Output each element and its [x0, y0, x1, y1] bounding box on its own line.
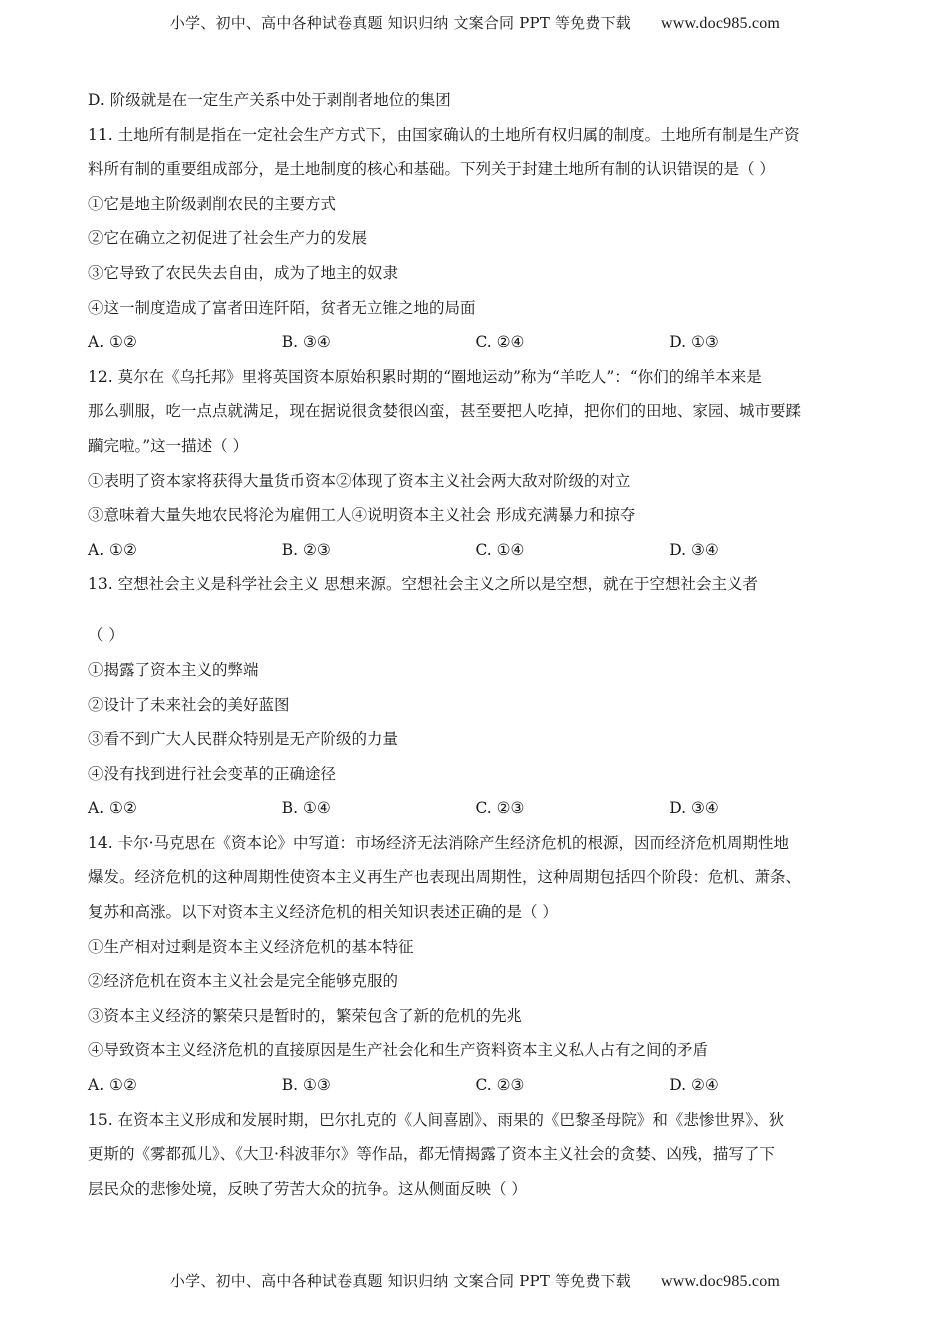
- q14-option-b: B. ①③: [281, 1076, 331, 1095]
- q13-statement-4: ④没有找到进行社会变革的正确途径: [88, 764, 337, 783]
- question-15: [88, 1107, 863, 1211]
- q12-stem-line-1: 12. 莫尔在《乌托邦》里将英国资本原始积累时期的“圈地运动”称为“羊吃人”：“你们的绵羊本来是: [88, 367, 762, 386]
- q14-statement-1: ①生产相对过剩是资本主义经济危机的基本特征: [88, 937, 414, 956]
- question-14: [88, 830, 863, 1107]
- q12-stem-line-3: 躏完啦。”这一描述（ ）: [88, 436, 249, 455]
- q12-option-d: D. ③④: [669, 540, 719, 559]
- q14-stem-line-1: 14. 卡尔·马克思在《资本论》中写道：市场经济无法消除产生经济危机的根源，因而经济危机周期性地: [88, 833, 790, 852]
- q13-option-d: D. ③④: [669, 799, 719, 818]
- q13-statement-2: ②设计了未来社会的美好蓝图: [88, 695, 290, 714]
- q13-option-b: B. ①④: [281, 799, 331, 818]
- q11-option-a: A. ①②: [88, 333, 137, 352]
- q11-stem-line-2: 料所有制的重要组成部分，是土地制度的核心和基础。下列关于封建土地所有制的认识错误的是（ ）: [88, 160, 775, 179]
- q13-stem-line-2: （ ）: [88, 626, 124, 645]
- page-footer: [0, 1270, 950, 1291]
- q13-stem-line-1: 13. 空想社会主义是科学社会主义 思想来源。空想社会主义之所以是空想，就在于空想社会主义者: [88, 575, 759, 594]
- q14-option-d: D. ②④: [669, 1076, 719, 1095]
- q13-statement-3: ③看不到广大人民群众特别是无产阶级的力量: [88, 730, 399, 749]
- q14-statement-3: ③资本主义经济的繁荣只是暂时的，繁荣包含了新的危机的先兆: [88, 1006, 523, 1025]
- q12-statements-3-4: ③意味着大量失地农民将沦为雇佣工人④说明资本主义社会 形成充满暴力和掠夺: [88, 506, 636, 525]
- q14-options: [88, 1072, 863, 1107]
- q13-option-a: A. ①②: [88, 799, 137, 818]
- q14-stem-line-2: 爆发。经济危机的这种周期性使资本主义再生产也表现出周期性，这种周期包括四个阶段：危机、萧条、: [88, 868, 802, 887]
- q14-statement-2: ②经济危机在资本主义社会是完全能够克服的: [88, 972, 399, 991]
- q13-option-c: C. ②③: [475, 799, 525, 818]
- q12-option-b: B. ②③: [281, 540, 331, 559]
- q11-statement-1: ①它是地主阶级剥削农民的主要方式: [88, 194, 337, 213]
- q15-stem-line-3: 层民众的悲惨处境，反映了劳苦大众的抗争。这从侧面反映（ ）: [88, 1179, 527, 1198]
- q15-stem-line-1: 15. 在资本主义形成和发展时期，巴尔扎克的《人间喜剧》、雨果的《巴黎圣母院》和《悲惨世界》、狄: [88, 1110, 785, 1129]
- q11-options: [88, 329, 863, 364]
- question-12: [88, 364, 863, 572]
- q14-stem-line-3: 复苏和高涨。以下对资本主义经济危机的相关知识表述正确的是（ ）: [88, 903, 558, 922]
- q11-statement-3: ③它导致了农民失去自由，成为了地主的奴隶: [88, 263, 399, 282]
- prev-option-d: D. 阶级就是在一定生产关系中处于剥削者地位的集团: [88, 91, 451, 109]
- question-11: [88, 122, 863, 364]
- q14-statement-4: ④导致资本主义经济危机的直接原因是生产社会化和生产资料资本主义私人占有之间的矛盾: [88, 1041, 709, 1060]
- q11-option-c: C. ②④: [475, 333, 525, 352]
- q11-statement-4: ④这一制度造成了富者田连阡陌，贫者无立锥之地的局面: [88, 298, 476, 317]
- q11-option-d: D. ①③: [669, 333, 719, 352]
- page-header: [0, 12, 950, 33]
- q12-stem-line-2: 那么驯服，吃一点点就满足，现在据说很贪婪很凶蛮，甚至要把人吃掉，把你们的田地、家园、城市要蹂: [88, 402, 802, 421]
- q12-option-c: C. ①④: [475, 540, 525, 559]
- document-body: [88, 87, 863, 1210]
- footer-text: 小学、初中、高中各种试卷真题 知识归纳 文案合同 PPT 等免费下载: [169, 1272, 631, 1290]
- q12-statements-1-2: ①表明了资本家将获得大量货币资本②体现了资本主义社会两大敌对阶级的对立: [88, 471, 631, 490]
- q12-options: [88, 537, 863, 572]
- q11-statement-2: ②它在确立之初促进了社会生产力的发展: [88, 229, 368, 248]
- q13-statement-1: ①揭露了资本主义的弊端: [88, 660, 259, 679]
- footer-site[interactable]: www.doc985.com: [661, 1273, 781, 1290]
- q13-options: [88, 795, 863, 830]
- q12-option-a: A. ①②: [88, 540, 137, 559]
- q15-stem-line-2: 更斯的《雾都孤儿》、《大卫·科波菲尔》等作品，都无情揭露了资本主义社会的贪婪、凶残，描写了下: [88, 1145, 775, 1164]
- q14-option-c: C. ②③: [475, 1076, 525, 1095]
- q11-option-b: B. ③④: [281, 333, 331, 352]
- header-site[interactable]: www.doc985.com: [661, 15, 781, 32]
- question-13: [88, 571, 863, 830]
- header-text: 小学、初中、高中各种试卷真题 知识归纳 文案合同 PPT 等免费下载: [169, 14, 631, 32]
- q14-option-a: A. ①②: [88, 1076, 137, 1095]
- q11-stem-line-1: 11. 土地所有制是指在一定社会生产方式下，由国家确认的土地所有权归属的制度。土地所有制是生产资: [88, 125, 800, 144]
